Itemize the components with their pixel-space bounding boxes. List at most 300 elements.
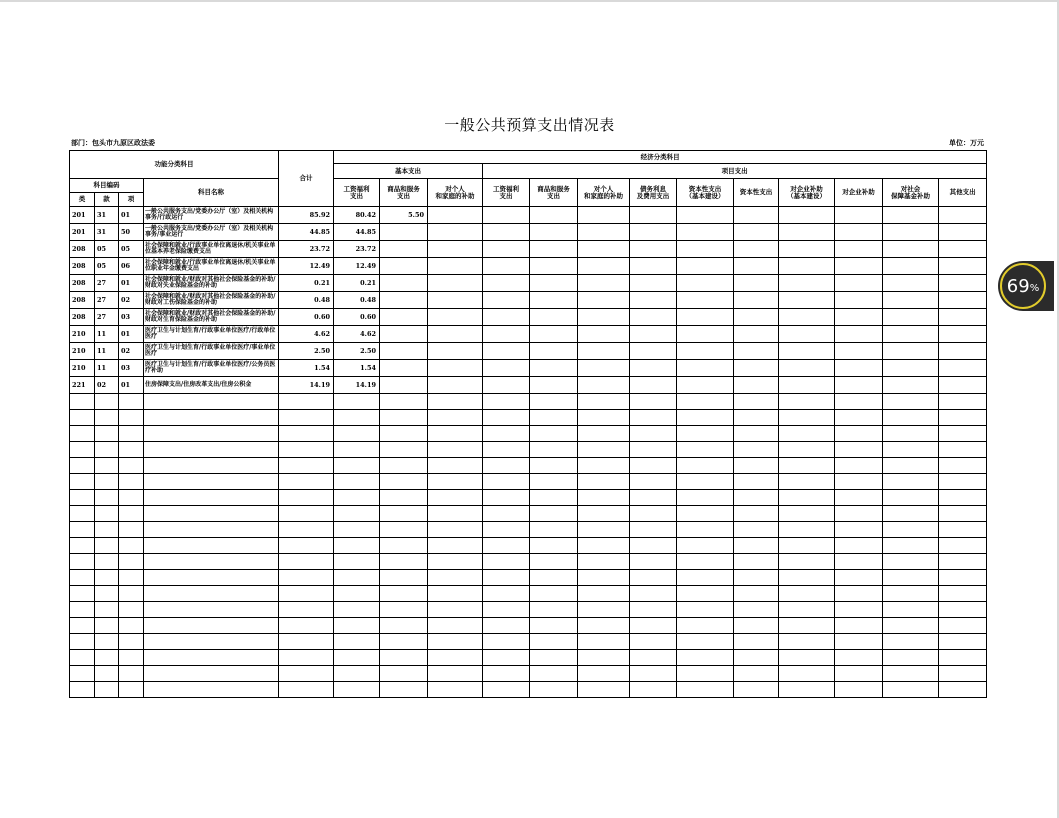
empty-cell <box>144 666 279 682</box>
value-cell <box>380 309 428 326</box>
empty-cell <box>70 442 95 458</box>
total-cell: 85.92 <box>279 207 334 224</box>
empty-cell <box>428 474 483 490</box>
empty-cell <box>119 602 144 618</box>
empty-cell <box>483 426 530 442</box>
value-cell <box>428 207 483 224</box>
empty-cell <box>144 522 279 538</box>
value-cell <box>483 309 530 326</box>
empty-cell <box>677 650 734 666</box>
value-cell <box>677 343 734 360</box>
empty-row <box>70 426 987 442</box>
empty-cell <box>883 538 939 554</box>
empty-cell <box>380 506 428 522</box>
value-cell <box>530 224 578 241</box>
empty-cell <box>779 522 835 538</box>
value-cell <box>779 258 835 275</box>
empty-cell <box>835 506 883 522</box>
empty-cell <box>734 506 779 522</box>
empty-cell <box>779 394 835 410</box>
empty-cell <box>483 442 530 458</box>
value-cell <box>530 343 578 360</box>
empty-cell <box>428 506 483 522</box>
value-cell <box>630 309 677 326</box>
lei-cell: 208 <box>70 241 95 258</box>
empty-cell <box>95 506 119 522</box>
empty-cell <box>630 554 677 570</box>
empty-cell <box>483 682 530 698</box>
value-cell <box>883 275 939 292</box>
empty-cell <box>779 666 835 682</box>
empty-cell <box>334 426 380 442</box>
empty-cell <box>334 474 380 490</box>
empty-cell <box>779 570 835 586</box>
value-cell <box>835 258 883 275</box>
empty-cell <box>939 490 987 506</box>
empty-cell <box>70 586 95 602</box>
empty-cell <box>578 650 630 666</box>
lei-cell: 210 <box>70 326 95 343</box>
empty-cell <box>334 458 380 474</box>
xiang-cell: 03 <box>119 360 144 377</box>
empty-cell <box>883 666 939 682</box>
empty-cell <box>734 650 779 666</box>
value-cell <box>734 360 779 377</box>
empty-cell <box>677 570 734 586</box>
empty-cell <box>530 426 578 442</box>
empty-cell <box>380 394 428 410</box>
column-header: 对企业补助 <box>835 179 883 207</box>
empty-cell <box>70 570 95 586</box>
empty-cell <box>144 682 279 698</box>
value-cell <box>578 377 630 394</box>
xiang-cell: 02 <box>119 292 144 309</box>
empty-cell <box>334 634 380 650</box>
kuan-cell: 02 <box>95 377 119 394</box>
table-row <box>70 241 987 258</box>
empty-cell <box>279 490 334 506</box>
empty-cell <box>144 394 279 410</box>
value-cell <box>939 258 987 275</box>
empty-cell <box>883 602 939 618</box>
empty-cell <box>70 538 95 554</box>
empty-cell <box>279 666 334 682</box>
value-cell <box>779 207 835 224</box>
total-header: 合计 <box>279 151 334 207</box>
empty-cell <box>734 458 779 474</box>
empty-cell <box>883 682 939 698</box>
empty-cell <box>380 458 428 474</box>
empty-cell <box>578 538 630 554</box>
empty-cell <box>677 506 734 522</box>
value-cell <box>578 309 630 326</box>
empty-cell <box>630 474 677 490</box>
empty-cell <box>677 474 734 490</box>
column-header: 工资福利 支出 <box>483 179 530 207</box>
empty-cell <box>578 426 630 442</box>
value-cell: 2.50 <box>334 343 380 360</box>
empty-cell <box>380 474 428 490</box>
unit-label: 单位：万元 <box>949 138 984 147</box>
empty-cell <box>95 682 119 698</box>
empty-cell <box>119 410 144 426</box>
empty-cell <box>119 474 144 490</box>
empty-cell <box>119 538 144 554</box>
page-title: 一般公共预算支出情况表 <box>444 116 615 134</box>
column-header: 对个人 和家庭的补助 <box>578 179 630 207</box>
empty-cell <box>279 394 334 410</box>
empty-row <box>70 394 987 410</box>
empty-cell <box>70 458 95 474</box>
value-cell <box>835 275 883 292</box>
empty-cell <box>119 618 144 634</box>
empty-cell <box>939 586 987 602</box>
empty-cell <box>380 682 428 698</box>
empty-cell <box>939 570 987 586</box>
value-cell <box>883 326 939 343</box>
empty-cell <box>279 682 334 698</box>
total-cell: 0.60 <box>279 309 334 326</box>
lei-cell: 210 <box>70 360 95 377</box>
empty-cell <box>883 554 939 570</box>
column-header: 资本性支出 （基本建设） <box>677 179 734 207</box>
empty-cell <box>939 634 987 650</box>
empty-cell <box>334 666 380 682</box>
zoom-badge[interactable] <box>1000 263 1046 309</box>
empty-cell <box>95 650 119 666</box>
value-cell <box>677 326 734 343</box>
value-cell <box>835 292 883 309</box>
value-cell <box>578 360 630 377</box>
empty-cell <box>835 458 883 474</box>
value-cell <box>939 241 987 258</box>
empty-cell <box>483 554 530 570</box>
empty-cell <box>428 442 483 458</box>
value-cell <box>530 241 578 258</box>
empty-cell <box>530 394 578 410</box>
value-cell <box>483 377 530 394</box>
empty-cell <box>279 570 334 586</box>
value-cell <box>483 326 530 343</box>
value-cell <box>578 224 630 241</box>
empty-cell <box>779 618 835 634</box>
value-cell <box>734 309 779 326</box>
empty-cell <box>483 538 530 554</box>
empty-cell <box>144 570 279 586</box>
empty-cell <box>835 570 883 586</box>
empty-cell <box>779 682 835 698</box>
value-cell <box>630 326 677 343</box>
empty-cell <box>630 666 677 682</box>
zoom-value: 69 <box>1006 275 1030 297</box>
empty-cell <box>483 586 530 602</box>
empty-cell <box>835 426 883 442</box>
empty-cell <box>883 506 939 522</box>
empty-cell <box>677 426 734 442</box>
empty-cell <box>578 410 630 426</box>
total-cell: 44.85 <box>279 224 334 241</box>
total-cell: 0.21 <box>279 275 334 292</box>
value-cell: 23.72 <box>334 241 380 258</box>
economic-class-header: 经济分类科目 <box>334 151 987 164</box>
empty-cell <box>578 490 630 506</box>
empty-cell <box>483 394 530 410</box>
empty-cell <box>779 538 835 554</box>
empty-cell <box>530 490 578 506</box>
subject-name-cell: 社会保障和就业/财政对其他社会保险基金的补助/财政对生育保险基金的补助 <box>144 309 279 326</box>
empty-cell <box>530 410 578 426</box>
value-cell <box>428 360 483 377</box>
value-cell <box>883 377 939 394</box>
empty-cell <box>883 474 939 490</box>
empty-cell <box>578 602 630 618</box>
empty-cell <box>734 426 779 442</box>
value-cell <box>483 292 530 309</box>
value-cell <box>483 360 530 377</box>
lei-header: 类 <box>70 193 95 207</box>
empty-cell <box>835 394 883 410</box>
value-cell <box>779 326 835 343</box>
value-cell <box>734 326 779 343</box>
empty-row <box>70 650 987 666</box>
empty-cell <box>734 634 779 650</box>
empty-cell <box>70 410 95 426</box>
empty-cell <box>334 538 380 554</box>
empty-cell <box>677 618 734 634</box>
empty-cell <box>734 586 779 602</box>
empty-cell <box>144 458 279 474</box>
budget-table <box>69 150 987 698</box>
value-cell <box>428 275 483 292</box>
value-cell <box>779 224 835 241</box>
value-cell <box>883 224 939 241</box>
empty-cell <box>779 474 835 490</box>
empty-cell <box>144 426 279 442</box>
empty-cell <box>734 394 779 410</box>
value-cell <box>835 207 883 224</box>
kuan-cell: 05 <box>95 258 119 275</box>
value-cell <box>630 343 677 360</box>
value-cell <box>428 309 483 326</box>
xiang-cell: 05 <box>119 241 144 258</box>
empty-row <box>70 570 987 586</box>
empty-cell <box>883 522 939 538</box>
empty-cell <box>95 570 119 586</box>
value-cell <box>883 241 939 258</box>
empty-cell <box>483 570 530 586</box>
empty-cell <box>530 666 578 682</box>
value-cell <box>380 377 428 394</box>
value-cell: 0.60 <box>334 309 380 326</box>
empty-cell <box>578 394 630 410</box>
empty-cell <box>279 442 334 458</box>
value-cell <box>677 258 734 275</box>
value-cell <box>835 241 883 258</box>
subject-name-cell: 一般公共服务支出/党委办公厅（室）及相关机构事务/行政运行 <box>144 207 279 224</box>
empty-cell <box>630 410 677 426</box>
empty-cell <box>70 506 95 522</box>
empty-cell <box>279 474 334 490</box>
empty-cell <box>530 522 578 538</box>
empty-cell <box>578 442 630 458</box>
column-header: 对企业补助 （基本建设） <box>779 179 835 207</box>
value-cell <box>428 292 483 309</box>
empty-cell <box>779 634 835 650</box>
empty-cell <box>734 410 779 426</box>
empty-cell <box>119 506 144 522</box>
empty-cell <box>279 410 334 426</box>
value-cell <box>939 292 987 309</box>
value-cell <box>677 292 734 309</box>
empty-cell <box>883 426 939 442</box>
empty-cell <box>883 458 939 474</box>
empty-cell <box>939 650 987 666</box>
empty-cell <box>835 442 883 458</box>
empty-row <box>70 474 987 490</box>
xiang-cell: 01 <box>119 326 144 343</box>
empty-cell <box>734 442 779 458</box>
empty-cell <box>530 538 578 554</box>
empty-cell <box>883 394 939 410</box>
empty-row <box>70 666 987 682</box>
value-cell <box>530 360 578 377</box>
empty-cell <box>734 554 779 570</box>
subject-name-cell: 一般公共服务支出/党委办公厅（室）及相关机构事务/事业运行 <box>144 224 279 241</box>
empty-cell <box>95 666 119 682</box>
value-cell <box>734 377 779 394</box>
empty-cell <box>428 618 483 634</box>
table-row <box>70 275 987 292</box>
empty-cell <box>734 570 779 586</box>
empty-cell <box>144 586 279 602</box>
empty-cell <box>428 394 483 410</box>
value-cell <box>883 207 939 224</box>
empty-cell <box>677 602 734 618</box>
empty-cell <box>279 426 334 442</box>
empty-cell <box>835 618 883 634</box>
value-cell <box>835 343 883 360</box>
value-cell <box>883 343 939 360</box>
empty-cell <box>428 426 483 442</box>
empty-cell <box>334 410 380 426</box>
value-cell <box>835 377 883 394</box>
value-cell <box>883 258 939 275</box>
value-cell <box>380 360 428 377</box>
xiang-cell: 03 <box>119 309 144 326</box>
empty-cell <box>119 442 144 458</box>
empty-cell <box>428 410 483 426</box>
empty-cell <box>70 554 95 570</box>
empty-cell <box>428 458 483 474</box>
kuan-cell: 27 <box>95 275 119 292</box>
department-label: 部门：包头市九原区政法委 <box>71 138 155 147</box>
table-row <box>70 343 987 360</box>
empty-cell <box>630 490 677 506</box>
empty-cell <box>70 602 95 618</box>
empty-cell <box>334 522 380 538</box>
value-cell <box>578 343 630 360</box>
empty-cell <box>119 586 144 602</box>
empty-cell <box>144 474 279 490</box>
table-row <box>70 377 987 394</box>
empty-cell <box>530 442 578 458</box>
empty-cell <box>380 586 428 602</box>
empty-cell <box>677 666 734 682</box>
empty-cell <box>95 426 119 442</box>
empty-cell <box>144 602 279 618</box>
table-row <box>70 224 987 241</box>
empty-cell <box>835 650 883 666</box>
table-body <box>70 207 987 698</box>
empty-cell <box>144 506 279 522</box>
value-cell <box>779 309 835 326</box>
value-cell <box>380 343 428 360</box>
empty-cell <box>380 522 428 538</box>
empty-cell <box>380 602 428 618</box>
empty-cell <box>939 554 987 570</box>
empty-cell <box>677 458 734 474</box>
empty-cell <box>483 522 530 538</box>
empty-cell <box>734 538 779 554</box>
empty-cell <box>483 458 530 474</box>
value-cell <box>677 309 734 326</box>
value-cell <box>677 207 734 224</box>
subject-name-cell: 社会保障和就业/财政对其他社会保险基金的补助/财政对工伤保险基金的补助 <box>144 292 279 309</box>
lei-cell: 221 <box>70 377 95 394</box>
empty-cell <box>734 602 779 618</box>
empty-cell <box>630 650 677 666</box>
xiang-cell: 01 <box>119 275 144 292</box>
empty-cell <box>734 490 779 506</box>
empty-cell <box>428 490 483 506</box>
empty-cell <box>578 506 630 522</box>
empty-cell <box>70 634 95 650</box>
empty-cell <box>939 410 987 426</box>
value-cell <box>939 309 987 326</box>
empty-cell <box>677 554 734 570</box>
empty-cell <box>779 442 835 458</box>
empty-cell <box>428 682 483 698</box>
value-cell <box>630 224 677 241</box>
empty-cell <box>428 634 483 650</box>
value-cell <box>734 258 779 275</box>
value-cell <box>939 343 987 360</box>
value-cell: 12.49 <box>334 258 380 275</box>
value-cell <box>530 258 578 275</box>
empty-cell <box>578 682 630 698</box>
empty-cell <box>734 474 779 490</box>
value-cell <box>630 377 677 394</box>
empty-cell <box>380 570 428 586</box>
value-cell <box>428 224 483 241</box>
total-cell: 23.72 <box>279 241 334 258</box>
empty-cell <box>530 474 578 490</box>
empty-cell <box>119 394 144 410</box>
empty-cell <box>95 586 119 602</box>
empty-cell <box>95 634 119 650</box>
value-cell <box>677 241 734 258</box>
empty-cell <box>677 394 734 410</box>
empty-cell <box>883 634 939 650</box>
empty-cell <box>883 442 939 458</box>
empty-cell <box>779 426 835 442</box>
empty-cell <box>530 554 578 570</box>
value-cell <box>883 292 939 309</box>
value-cell <box>380 326 428 343</box>
empty-cell <box>144 618 279 634</box>
empty-cell <box>119 570 144 586</box>
empty-cell <box>380 490 428 506</box>
